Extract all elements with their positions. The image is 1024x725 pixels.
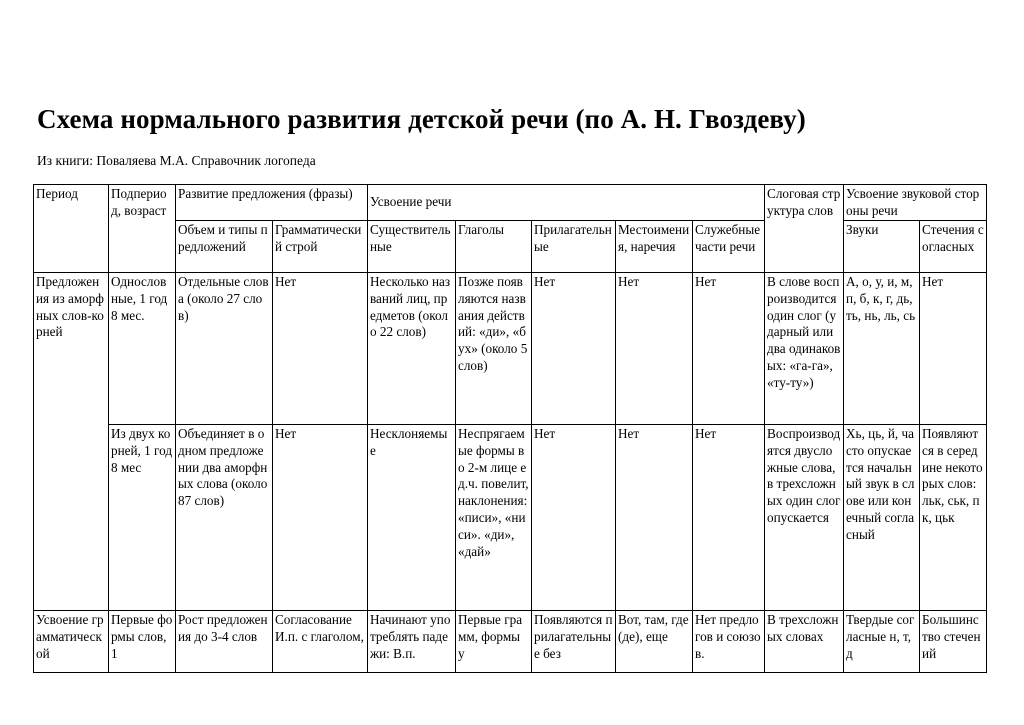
cell-adjectives: Появляются прилагательные без	[532, 611, 616, 673]
cell-pronouns: Нет	[616, 425, 693, 611]
header-speech-acq: Усвоение речи	[368, 185, 765, 221]
cell-function-words: Нет	[693, 425, 765, 611]
header-sounds: Звуки	[844, 221, 920, 273]
cell-nouns: Несколько названий лиц, предметов (около 22 слов)	[368, 273, 456, 425]
header-adjectives: Прилагательные	[532, 221, 616, 273]
cell-function-words: Нет	[693, 273, 765, 425]
cell-grammar: Нет	[273, 273, 368, 425]
header-nouns: Существительные	[368, 221, 456, 273]
cell-adjectives: Нет	[532, 425, 616, 611]
header-volume-types: Объем и типы предложений	[176, 221, 273, 273]
cell-grammar: Нет	[273, 425, 368, 611]
cell-period: Предложения из аморфных слов-корней	[34, 273, 109, 611]
header-row-1	[34, 185, 987, 221]
page-title: Схема нормального развития детской речи (по А. Н. Гвоздеву)	[37, 104, 806, 134]
table-row	[34, 425, 987, 611]
header-verbs: Глаголы	[456, 221, 532, 273]
header-function-words: Служебные части речи	[693, 221, 765, 273]
cell-clusters: Большинство стечений	[920, 611, 987, 673]
cell-clusters: Появляются в середине некоторых слов: льк, ськ, пк, цьк	[920, 425, 987, 611]
cell-pronouns: Нет	[616, 273, 693, 425]
speech-development-table	[33, 184, 987, 673]
cell-syllable: В слове воспроизводится один слог (ударный или два одинаковых: «га-га», «ту-ту»)	[765, 273, 844, 425]
cell-subperiod: Из двух корней, 1 год 8 мес	[109, 425, 176, 611]
cell-nouns: Начинают употреблять падежи: В.п.	[368, 611, 456, 673]
cell-function-words: Нет предлогов и союзов.	[693, 611, 765, 673]
cell-volume: Рост предложения до 3-4 слов	[176, 611, 273, 673]
table-row	[34, 611, 987, 673]
cell-grammar: Согласование И.п. с глаголом,	[273, 611, 368, 673]
cell-volume: Объединяет в одном предложении два аморфных слова (около 87 слов)	[176, 425, 273, 611]
header-clusters: Стечения согласных	[920, 221, 987, 273]
header-sound-acq: Усвоение звуковой стороны речи	[844, 185, 987, 221]
cell-subperiod: Первые формы слов, 1	[109, 611, 176, 673]
header-grammar: Грамматический строй	[273, 221, 368, 273]
header-subperiod: Подпериод, возраст	[109, 185, 176, 273]
header-period: Период	[34, 185, 109, 273]
header-syllable: Слоговая структура слов	[765, 185, 844, 273]
source-note: Из книги: Поваляева М.А. Справочник логопеда	[37, 153, 316, 168]
header-row-2	[34, 221, 987, 273]
cell-sounds: Твердые согласные н, т, д	[844, 611, 920, 673]
cell-syllable: В трехсложных словах	[765, 611, 844, 673]
table-row	[34, 273, 987, 425]
cell-pronouns: Вот, там, где (де), еще	[616, 611, 693, 673]
cell-verbs: Позже появляются названия действий: «ди», «бух» (около 5 слов)	[456, 273, 532, 425]
header-sentence-dev: Развитие предложения (фразы)	[176, 185, 368, 221]
cell-subperiod: Однословные, 1 год 8 мес.	[109, 273, 176, 425]
cell-volume: Отдельные слова (около 27 слов)	[176, 273, 273, 425]
cell-sounds: А, о, у, и, м, п, б, к, г, дь, ть, нь, ль, сь	[844, 273, 920, 425]
cell-adjectives: Нет	[532, 273, 616, 425]
cell-syllable: Воспроизводятся двусложные слова, в трехсложных один слог опускается	[765, 425, 844, 611]
cell-period: Усвоение грамматической	[34, 611, 109, 673]
table-wrapper	[33, 184, 990, 725]
cell-sounds: Хь, ць, й, часто опускается начальный звук в слове или конечный согласный	[844, 425, 920, 611]
cell-verbs: Неспрягаемые формы во 2-м лице ед.ч. повелит, наклонения: «писи», «ниси». «ди», «дай»	[456, 425, 532, 611]
cell-clusters: Нет	[920, 273, 987, 425]
header-pronouns: Местоимения, наречия	[616, 221, 693, 273]
cell-verbs: Первые грамм, формы у	[456, 611, 532, 673]
cell-nouns: Несклоняемые	[368, 425, 456, 611]
